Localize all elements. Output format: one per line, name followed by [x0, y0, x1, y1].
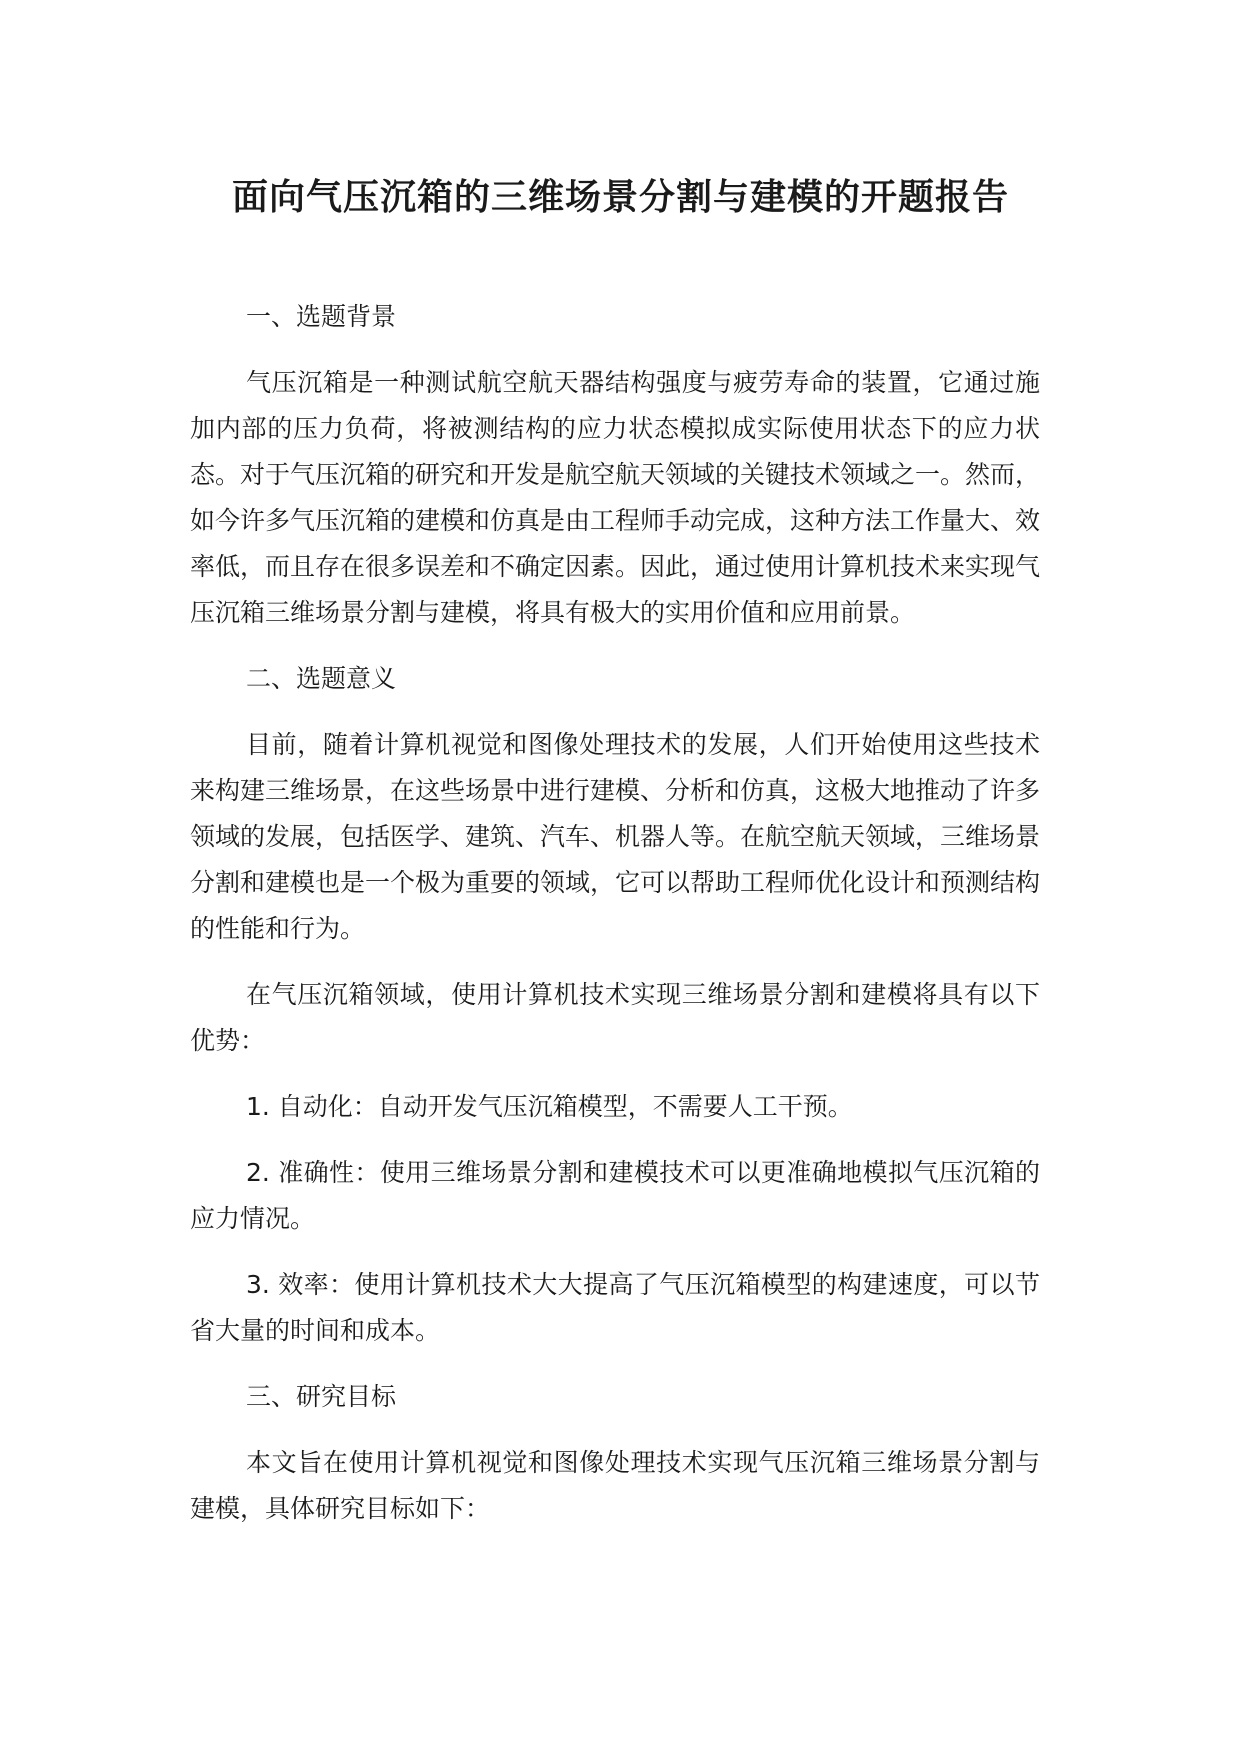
objectives-paragraph: 本文旨在使用计算机视觉和图像处理技术实现气压沉箱三维场景分割与建模，具体研究目标如下： [190, 1448, 1040, 1523]
document-body [190, 294, 1040, 1552]
advantage-item-accuracy: 2. 准确性：使用三维场景分割和建模技术可以更准确地模拟气压沉箱的应力情况。 [190, 1158, 1040, 1233]
background-paragraph: 气压沉箱是一种测试航空航天器结构强度与疲劳寿命的装置，它通过施加内部的压力负荷，将被测结构的应力状态模拟成实际使用状态下的应力状态。对于气压沉箱的研究和开发是航空航天领域的关键技术领域之一。然而，如今许多气压沉箱的建模和仿真是由工程师手动完成，这种方法工作量大、效率低，而且存在很多误差和不确定因素。因此，通过使用计算机技术来实现气压沉箱三维场景分割与建模，将具有极大的实用价值和应用前景。 [190, 368, 1041, 627]
significance-paragraph: 目前，随着计算机视觉和图像处理技术的发展，人们开始使用这些技术来构建三维场景，在这些场景中进行建模、分析和仿真，这极大地推动了许多领域的发展，包括医学、建筑、汽车、机器人等。在航空航天领域，三维场景分割和建模也是一个极为重要的领域，它可以帮助工程师优化设计和预测结构的性能和行为。 [190, 730, 1041, 943]
advantages-intro-paragraph: 在气压沉箱领域，使用计算机技术实现三维场景分割和建模将具有以下优势： [190, 980, 1040, 1055]
advantage-item-automation: 1. 自动化：自动开发气压沉箱模型，不需要人工干预。 [246, 1092, 853, 1121]
advantage-item-efficiency: 3. 效率：使用计算机技术大大提高了气压沉箱模型的构建速度，可以节省大量的时间和成本。 [190, 1270, 1040, 1345]
section-heading-background: 一、选题背景 [246, 302, 397, 331]
document-title: 面向气压沉箱的三维场景分割与建模的开题报告 [231, 177, 1009, 218]
section-heading-significance: 二、选题意义 [246, 664, 397, 693]
section-heading-objectives: 三、研究目标 [246, 1382, 397, 1411]
